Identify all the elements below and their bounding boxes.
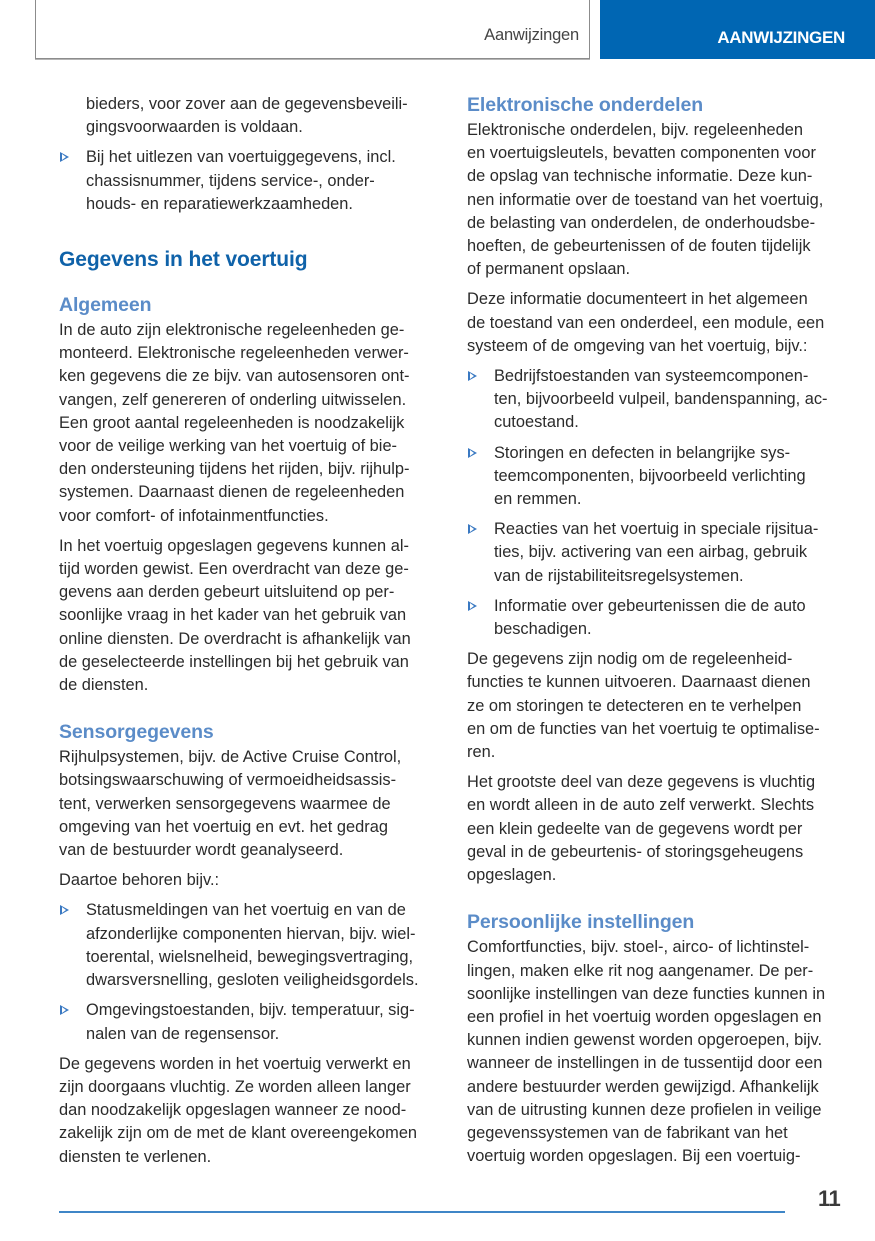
paragraph — [59, 535, 439, 697]
text-line: of permanent opslaan. — [467, 260, 631, 279]
text-line: ze om storingen te detecteren en te verhelpen — [467, 696, 802, 715]
text-line: en voertuigsleutels, bevatten componenten voor — [467, 144, 816, 163]
text-line: nalen van de regensensor. — [86, 1024, 280, 1043]
text-line: Statusmeldingen van het voertuig en van de — [86, 901, 406, 920]
text-line: cutoestand. — [494, 413, 579, 432]
continued-bullet-text — [59, 93, 439, 139]
text-line: hoeften, de gebeurtenissen of de fouten tijdelijk — [467, 237, 811, 256]
header-section-title: Aanwijzingen — [484, 26, 579, 44]
subheading-algemeen: Algemeen — [59, 294, 152, 317]
triangle-bullet-icon — [468, 524, 477, 534]
text-line: lingen, maken elke rit nog aangenamer. De per- — [467, 961, 814, 980]
paragraph — [59, 869, 439, 892]
list-item — [59, 999, 439, 1045]
text-line: bieders, voor zover aan de gegevensbeveili- — [86, 95, 408, 113]
footer-divider — [59, 1211, 785, 1213]
paragraph — [467, 119, 847, 281]
subheading-persoonlijke-instellingen: Persoonlijke instellingen — [467, 911, 695, 934]
text-line: dwarsversnelling, gesloten veiligheidsgordels. — [86, 971, 419, 990]
text-line: gingsvoorwaarden is voldaan. — [86, 118, 303, 137]
text-line: Een groot aantal regeleenheden is noodzakelijk — [59, 413, 405, 432]
text-line: voertuig worden opgeslagen. Bij een voertuig- — [467, 1147, 801, 1166]
text-line: toerental, wielsnelheid, bewegingsvertraging, — [86, 947, 414, 966]
paragraph — [467, 288, 847, 358]
text-line: Bedrijfstoestanden van systeemcomponen- — [494, 367, 809, 386]
text-line: Het grootste deel van deze gegevens is vluchtig — [467, 773, 816, 792]
left-column — [59, 93, 439, 1176]
chapter-tab[interactable] — [600, 0, 875, 59]
paragraph — [59, 746, 439, 862]
text-line: ren. — [467, 743, 496, 762]
text-line: opgeslagen. — [467, 866, 557, 885]
text-line: Informatie over gebeurtenissen die de auto — [494, 596, 806, 615]
text-line: chassisnummer, tijdens service-, onder- — [86, 171, 375, 190]
subheading-sensorgegevens: Sensorgegevens — [59, 721, 214, 744]
text-line: tijd worden gewist. Een overdracht van deze ge- — [59, 560, 409, 579]
text-line: en om de functies van het voertuig te optimalise- — [467, 719, 820, 738]
text-line: Comfortfuncties, bijv. stoel-, airco- of lichtinstel- — [467, 938, 810, 957]
text-line: online diensten. De overdracht is afhankelijk van — [59, 629, 411, 648]
text-line: wanneer de instellingen in de tussentijd door een — [467, 1054, 823, 1073]
chapter-tab-label: AANWIJZINGEN — [717, 28, 845, 47]
text-line: teemcomponenten, bijvoorbeeld verlichting — [494, 466, 806, 485]
text-line: zakelijk zijn om de met de klant overeengekomen — [59, 1124, 418, 1143]
subheading-elektronische-onderdelen: Elektronische onderdelen — [467, 94, 703, 116]
section-heading: Gegevens in het voertuig — [59, 248, 308, 272]
text-line: Rijhulpsystemen, bijv. de Active Cruise Control, — [59, 748, 402, 767]
text-line: de diensten. — [59, 676, 149, 695]
text-line: Daartoe behoren bijv.: — [59, 871, 220, 890]
paragraph — [467, 936, 847, 1168]
text-line: Reacties van het voertuig in speciale rijsitua- — [494, 520, 819, 539]
text-line: beschadigen. — [494, 620, 592, 639]
list-item — [467, 518, 847, 588]
text-line: gevens aan derden gebeurt uitsluitend op per- — [59, 583, 395, 602]
text-line: gegevenssystemen van de fabrikant van het — [467, 1123, 788, 1142]
paragraph — [59, 1053, 439, 1169]
text-line: houds- en reparatiewerkzaamheden. — [86, 194, 353, 213]
paragraph — [59, 319, 439, 528]
text-line: ten, bijvoorbeeld vulpeil, bandenspanning, ac- — [494, 390, 828, 409]
text-line: Deze informatie documenteert in het algemeen — [467, 290, 808, 309]
text-line: ties, bijv. activering van een airbag, gebruik — [494, 543, 808, 562]
text-line: voor comfort- of infotainmentfuncties. — [59, 506, 329, 525]
list-item — [59, 146, 439, 216]
text-line: soonlijke instellingen van deze functies kunnen in — [467, 984, 826, 1003]
list-item — [467, 365, 847, 435]
triangle-bullet-icon — [468, 601, 477, 611]
header-section-box — [35, 0, 590, 59]
triangle-bullet-icon — [60, 1005, 69, 1015]
text-line: kunnen indien gewenst worden opgeroepen, bijv. — [467, 1031, 823, 1050]
text-line: In de auto zijn elektronische regeleenheden ge- — [59, 321, 405, 340]
paragraph — [467, 771, 847, 887]
text-line: De gegevens worden in het voertuig verwerkt en — [59, 1054, 411, 1073]
text-line: dan noodzakelijk opgeslagen wanneer ze nood- — [59, 1101, 407, 1120]
text-line: een klein gedeelte van de gegevens wordt per — [467, 819, 803, 838]
right-column — [467, 93, 847, 1175]
text-line: systemen. Daarnaast dienen de regeleenheden — [59, 483, 405, 502]
text-line: afzonderlijke componenten hiervan, bijv. wiel- — [86, 924, 416, 943]
text-line: van de bestuurder wordt geanalyseerd. — [59, 841, 344, 860]
text-line: de belasting van onderdelen, de onderhoudsbe- — [467, 213, 816, 232]
text-line: de opslag van technische informatie. Deze kun- — [467, 167, 813, 186]
text-line: omgeving van het voertuig en evt. het gedrag — [59, 817, 388, 836]
text-line: nen informatie over de toestand van het voertuig, — [467, 190, 824, 209]
text-line: voor de veilige werking van het voertuig of bie- — [59, 437, 398, 456]
list-item — [467, 595, 847, 641]
text-line: een profiel in het voertuig worden opgeslagen en — [467, 1007, 822, 1026]
text-line: Storingen en defecten in belangrijke sys- — [494, 443, 791, 462]
text-line: de geselecteerde instellingen bij het gebruik van — [59, 652, 409, 671]
text-line: tent, verwerken sensorgegevens waarmee de — [59, 794, 391, 813]
list-item — [467, 442, 847, 512]
text-line: en remmen. — [494, 490, 582, 509]
text-line: soonlijke vraag in het kader van het gebruik van — [59, 606, 407, 625]
text-line: zijn doorgaans vluchtig. Ze worden alleen langer — [59, 1077, 411, 1096]
text-line: monteerd. Elektronische regeleenheden verwer- — [59, 344, 409, 363]
text-line: De gegevens zijn nodig om de regeleenheid- — [467, 650, 793, 669]
text-line: geval in de gebeurtenis- of storingsgeheugens — [467, 842, 804, 861]
text-line: vangen, zelf genereren of onderling uitwisselen. — [59, 390, 407, 409]
text-line: diensten te verlenen. — [59, 1147, 212, 1166]
text-line: systeem of de omgeving van het voertuig, bijv.: — [467, 336, 808, 355]
text-line: en wordt alleen in de auto zelf verwerkt. Slechts — [467, 796, 815, 815]
text-line: den ondersteuning tijdens het rijden, bijv. rijhulp- — [59, 460, 410, 479]
page-number: 11 — [818, 1186, 841, 1211]
text-line: functies te kunnen uitvoeren. Daarnaast dienen — [467, 673, 811, 692]
text-line: van de uitrusting kunnen deze profielen in veilige — [467, 1100, 822, 1119]
text-line: Bij het uitlezen van voertuiggegevens, incl. — [86, 148, 396, 167]
triangle-bullet-icon — [468, 448, 477, 458]
list-item — [59, 899, 439, 992]
text-line: andere bestuurder werden gewijzigd. Afhankelijk — [467, 1077, 819, 1096]
text-line: In het voertuig opgeslagen gegevens kunnen al- — [59, 536, 409, 555]
triangle-bullet-icon — [60, 152, 69, 162]
text-line: de toestand van een onderdeel, een module, een — [467, 313, 825, 332]
text-line: van de rijstabiliteitsregelsystemen. — [494, 566, 744, 585]
triangle-bullet-icon — [468, 371, 477, 381]
text-line: Omgevingstoestanden, bijv. temperatuur, sig- — [86, 1001, 415, 1020]
triangle-bullet-icon — [60, 905, 69, 915]
text-line: Elektronische onderdelen, bijv. regeleenheden — [467, 121, 803, 139]
text-line: botsingswaarschuwing of vermoeidheidsassis- — [59, 771, 397, 790]
text-line: ken gegevens die ze bijv. van autosensoren ont- — [59, 367, 410, 386]
paragraph — [467, 648, 847, 764]
